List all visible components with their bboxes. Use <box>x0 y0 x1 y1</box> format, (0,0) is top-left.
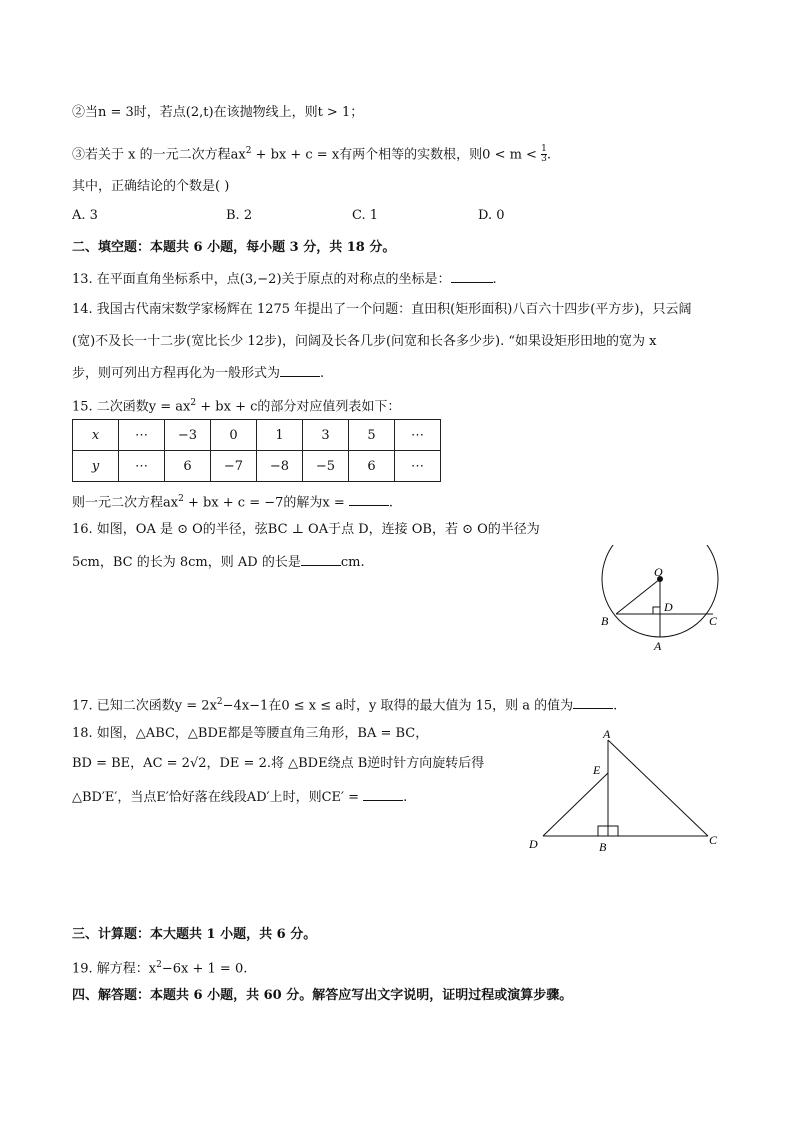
option-a[interactable]: A. 3 <box>72 208 98 223</box>
table-cell: ⋯ <box>119 420 165 451</box>
answer-blank[interactable] <box>349 493 389 506</box>
right-angle-mark <box>653 607 660 614</box>
label-a: A <box>654 639 662 653</box>
question-15-answer: 则一元二次方程$ax^2$ + bx + c = −7的解为x = . <box>72 494 394 511</box>
answer-blank[interactable] <box>280 364 320 377</box>
table-cell: −8 <box>257 451 303 482</box>
question-prompt: 其中，正确结论的个数是( ) <box>72 179 230 194</box>
table-cell: ⋯ <box>119 451 165 482</box>
section-2-header: 二、填空题：本题共 6 小题，每小题 3 分，共 18 分。 <box>72 240 396 255</box>
answer-blank[interactable] <box>363 788 403 801</box>
question-17: 17. 已知二次函数$y = 2x^2-4x-1$在0 ≤ x ≤ a时，y 取得的最大值为 15，则 a 的值为 . <box>72 697 618 714</box>
circle-figure <box>596 545 746 655</box>
fraction: $\frac{1}{3}$ <box>541 144 547 165</box>
table-cell: 0 <box>211 420 257 451</box>
question-14-line-2: (宽)不及长一十二步(宽比长少 12步)，问阔及长各几步(问宽和长各多少步). “如果设矩形田地的宽为 x <box>72 334 657 349</box>
question-14-line-1: 14. 我国古代南宋数学家杨辉在 1275 年提出了一个问题：直田积(矩形面积)八百六十四步(平方步)，只云阔 <box>72 302 692 317</box>
answer-blank[interactable] <box>573 696 613 709</box>
section-4-header: 四、解答题：本题共 6 小题，共 60 分。解答应写出文字说明，证明过程或演算步骤。 <box>72 988 573 1003</box>
segment-ac <box>608 740 708 836</box>
table-cell: ⋯ <box>395 420 441 451</box>
option-d[interactable]: D. 0 <box>478 208 505 223</box>
label-b: B <box>601 614 609 628</box>
section-3-header: 三、计算题：本大题共 1 小题，共 6 分。 <box>72 927 317 942</box>
table-cell: 3 <box>303 420 349 451</box>
table-cell: 5 <box>349 420 395 451</box>
table-cell: 6 <box>349 451 395 482</box>
label-a: A <box>603 727 611 741</box>
value-table <box>72 419 441 482</box>
table-cell: 1 <box>257 420 303 451</box>
right-angle-mark-left <box>598 826 608 836</box>
table-row-y <box>73 451 441 482</box>
question-19: 19. 解方程：$x^2-6x + 1 = 0$. <box>72 960 248 977</box>
label-d: D <box>529 837 538 851</box>
table-cell: y <box>73 451 119 482</box>
question-16-line-2: 5cm，BC 的长为 8cm，则 AD 的长是 cm. <box>72 555 365 570</box>
triangle-figure <box>525 725 725 855</box>
question-18-line-2: BD = BE，AC = 2√2，DE = 2.将 △BDE绕点 B逆时针方向旋转后得 <box>72 756 485 771</box>
table-cell: ⋯ <box>395 451 441 482</box>
label-c: C <box>709 614 718 628</box>
item-3: ③若关于 x 的一元二次方程$ax^2$ + bx + c = x有两个相等的实数根，则0 < m < $\frac{1}{3}$ . <box>72 144 551 165</box>
table-row-x <box>73 420 441 451</box>
question-18-line-3: △BD′E′，当点E′恰好落在线段AD′上时，则CE′ = . <box>72 790 408 805</box>
label-o: O <box>654 565 663 579</box>
question-14-line-3: 步，则可列出方程再化为一般形式为 . <box>72 366 325 381</box>
table-cell: −3 <box>165 420 211 451</box>
item-2: ②当n = 3时，若点(2,t)在该抛物线上，则t > 1； <box>72 105 364 120</box>
option-b[interactable]: B. 2 <box>226 208 253 223</box>
label-c: C <box>709 833 718 847</box>
table-cell: −5 <box>303 451 349 482</box>
question-16-line-1: 16. 如图，OA 是 ⊙ O的半径，弦BC ⊥ OA于点 D，连接 OB，若 ⊙ O的半径为 <box>72 522 540 537</box>
answer-blank[interactable] <box>451 270 493 283</box>
question-18-line-1: 18. 如图，△ABC，△BDE都是等腰直角三角形，BA = BC， <box>72 726 429 741</box>
label-b: B <box>599 840 607 854</box>
question-15-intro: 15. 二次函数$y = ax^2$ + bx + c的部分对应值列表如下： <box>72 398 401 415</box>
label-e: E <box>593 763 601 777</box>
table-cell: 6 <box>165 451 211 482</box>
option-c[interactable]: C. 1 <box>352 208 379 223</box>
answer-blank[interactable] <box>301 553 341 566</box>
question-13: 13. 在平面直角坐标系中，点(3,−2)关于原点的对称点的坐标是： . <box>72 272 497 287</box>
label-d: D <box>664 600 673 614</box>
table-cell: −7 <box>211 451 257 482</box>
right-angle-mark-right <box>608 826 618 836</box>
table-cell: x <box>73 420 119 451</box>
